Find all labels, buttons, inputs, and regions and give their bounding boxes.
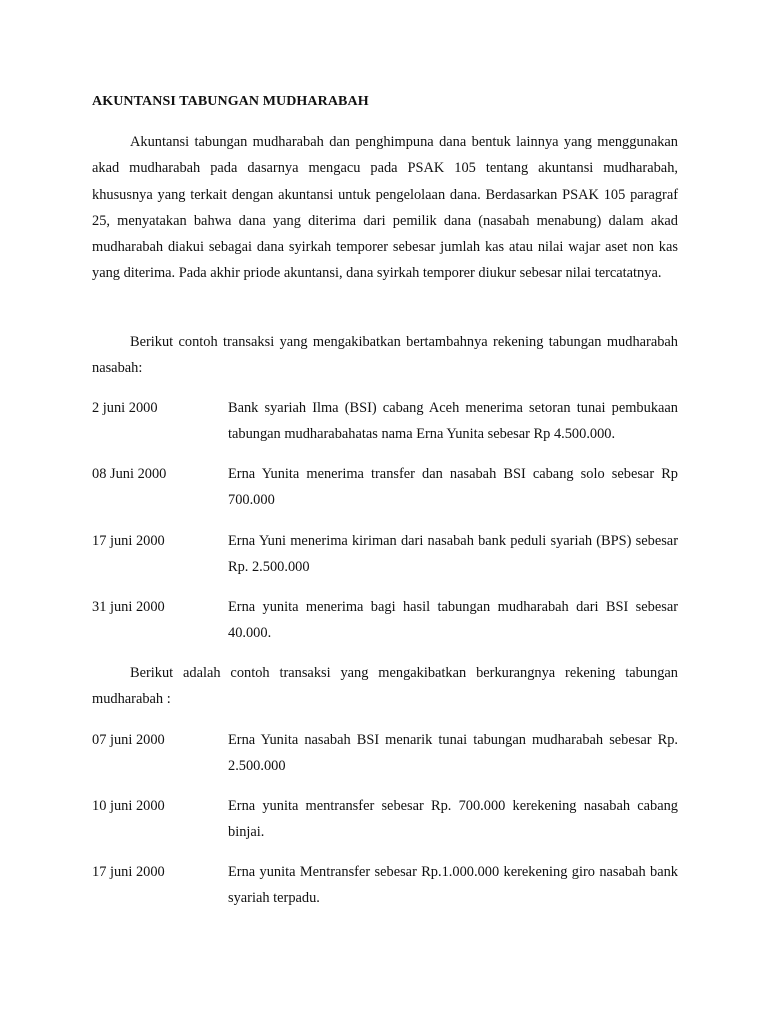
- transaction-description: Erna Yunita menerima transfer dan nasabah BSI cabang solo sebesar Rp 700.000: [228, 466, 678, 509]
- transaction-date: 31 juni 2000: [92, 599, 165, 615]
- transaction-description: Erna yunita menerima bagi hasil tabungan mudharabah dari BSI sebesar 40.000.: [228, 599, 678, 642]
- decrease-intro-paragraph: Berikut adalah contoh transaksi yang mengakibatkan berkurangnya rekening tabungan mudharabah :: [92, 665, 678, 708]
- transaction-date: 2 juni 2000: [92, 400, 158, 416]
- transaction-description: Erna Yunita nasabah BSI menarik tunai tabungan mudharabah sebesar Rp. 2.500.000: [228, 732, 678, 775]
- transaction-date: 08 Juni 2000: [92, 466, 167, 482]
- transaction-description: Bank syariah Ilma (BSI) cabang Aceh menerima setoran tunai pembukaan tabungan mudharabahatas nama Erna Yunita sebesar Rp 4.500.000.: [228, 400, 678, 443]
- transaction-date: 07 juni 2000: [92, 732, 165, 748]
- document-title: AKUNTANSI TABUNGAN MUDHARABAH: [92, 94, 369, 109]
- transaction-date: 10 juni 2000: [92, 798, 165, 814]
- transaction-description: Erna yunita mentransfer sebesar Rp. 700.000 kerekening nasabah cabang binjai.: [228, 798, 678, 841]
- transaction-description: Erna yunita Mentransfer sebesar Rp.1.000.000 kerekening giro nasabah bank syariah terpadu.: [228, 864, 678, 907]
- increase-intro-paragraph: Berikut contoh transaksi yang mengakibatkan bertambahnya rekening tabungan mudharabah nasabah:: [92, 334, 678, 377]
- transaction-description: Erna Yuni menerima kiriman dari nasabah bank peduli syariah (BPS) sebesar Rp. 2.500.000: [228, 533, 678, 576]
- transaction-date: 17 juni 2000: [92, 533, 165, 549]
- intro-paragraph: Akuntansi tabungan mudharabah dan penghimpuna dana bentuk lainnya yang menggunakan akad mudharabah pada dasarnya mengacu pada PSAK 105 tentang akuntansi mudharabah, khususnya yang terkait dengan akuntansi untuk pengelolaan dana. Berdasarkan PSAK 105 paragraf 25, menyatakan bahwa dana yang diterima dari pemilik dana (nasabah menabung) dalam akad mudharabah diakui sebagai dana syirkah temporer sebesar jumlah kas atau nilai wajar aset non kas yang diterima. Pada akhir priode akuntansi, dana syirkah temporer diukur sebesar nilai tercatatnya.: [92, 134, 678, 282]
- transaction-date: 17 juni 2000: [92, 864, 165, 880]
